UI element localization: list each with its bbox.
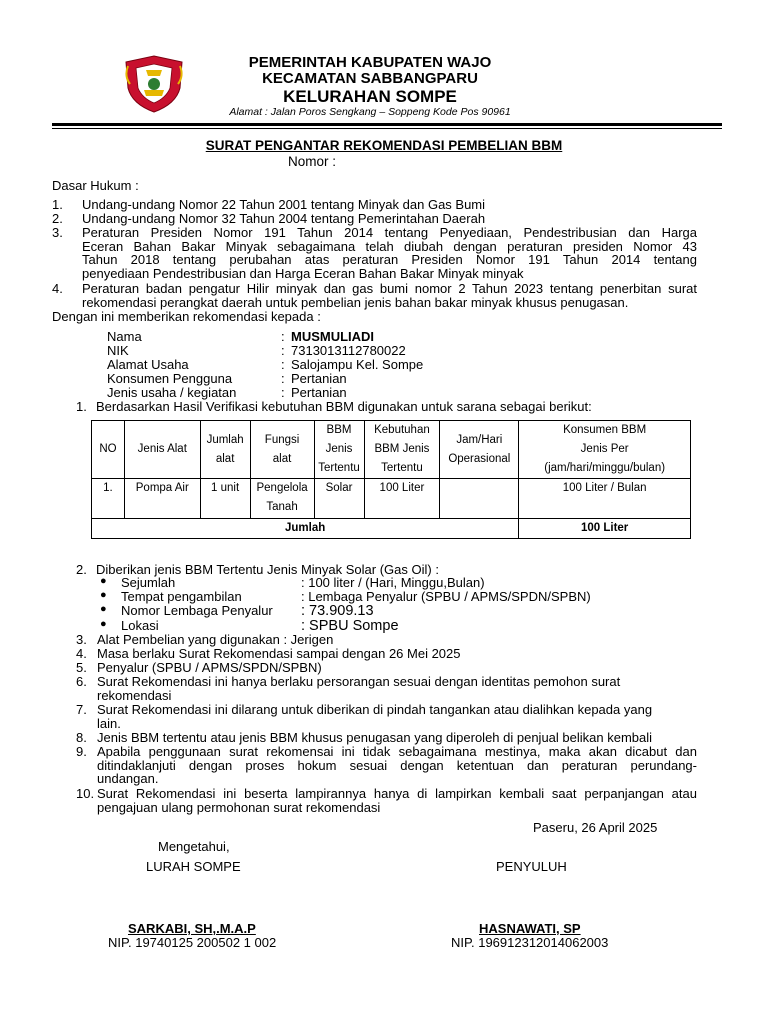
letterhead-divider-thick — [52, 123, 722, 126]
right-signatory-role: PENYULUH — [496, 859, 567, 874]
letterhead-village: KELURAHAN SOMPE — [283, 87, 457, 106]
identity-colon: : — [281, 343, 285, 358]
provision-line: Surat Rekomendasi ini dilarang untuk diberikan di pindah tangankan atau dialihkan kepada yang — [97, 702, 653, 717]
item-2-number: 2. — [76, 562, 87, 577]
identity-colon: : — [281, 329, 285, 344]
provision-line: rekomendasi — [97, 687, 172, 703]
cell-jenis-alat: Pompa Air — [124, 479, 200, 519]
cell-bbm: Solar — [314, 479, 364, 519]
bullet-value: : SPBU Sompe — [301, 618, 399, 634]
provision-line: Apabila penggunaan surat rekomensai ini tidak sebagaimana mestinya, maka akan dicabut dan — [97, 744, 697, 759]
kabupaten-wajo-emblem — [122, 54, 186, 114]
legal-basis-line: penyediaan Pendestribusian dan Harga Eceran Bahan Bakar Minyak minyak — [82, 265, 524, 281]
legal-basis-line: Undang-undang Nomor 22 Tahun 2001 tentang Minyak dan Gas Bumi — [82, 197, 486, 212]
identity-label: NIK — [107, 343, 129, 358]
intro-text: Dengan ini memberikan rekomendasi kepada : — [52, 309, 321, 324]
provision-number: 4. — [76, 646, 87, 661]
document-title: SURAT PENGANTAR REKOMENDASI PEMBELIAN BBM — [205, 138, 563, 153]
bullet-value: : Lembaga Penyalur (SPBU / APMS/SPDN/SPBN) — [301, 589, 591, 604]
bbm-requirement-table — [91, 420, 691, 539]
header-jenis-alat: Jenis Alat — [124, 421, 200, 479]
bullet-label: Lokasi — [121, 618, 159, 633]
bullet-label: Nomor Lembaga Penyalur — [121, 603, 273, 618]
legal-basis-line: Tahun 2018 tentang perubahan atas peraturan Presiden Nomor 191 Tahun 2014 tentang — [82, 252, 697, 267]
right-signatory-nip: NIP. 196912312014062003 — [451, 935, 609, 950]
cell-konsumen: 100 Liter / Bulan — [519, 479, 691, 519]
bullet-value: : 73.909.13 — [301, 603, 374, 619]
identity-label: Jenis usaha / kegiatan — [107, 385, 237, 400]
bullet-label: Tempat pengambilan — [121, 589, 242, 604]
bullet-icon: ● — [100, 618, 107, 630]
letterhead-district: KECAMATAN SABBANGPARU — [262, 70, 478, 87]
cell-fungsi: Pengelola Tanah — [250, 479, 314, 519]
legal-basis-line: rekomendasi perangkat daerah untuk pembelian jenis bahan bakar minyak khusus penugasan. — [82, 294, 629, 310]
cell-jumlah: 1 unit — [200, 479, 250, 519]
letterhead-divider-thin — [52, 128, 722, 129]
provision-line: Surat Rekomendasi ini beserta lampirannya hanya di lampirkan kembali saat perpanjangan atau — [97, 786, 697, 801]
provision-number: 5. — [76, 660, 87, 675]
header-jumlah-alat: Jumlah alat — [200, 421, 250, 479]
identity-value: 7313013112780022 — [291, 343, 406, 358]
legal-basis-number: 4. — [52, 281, 63, 296]
bullet-label: Sejumlah — [121, 575, 176, 590]
legal-basis-line: Undang-undang Nomor 32 Tahun 2004 tentang Pemerintahan Daerah — [82, 211, 486, 226]
provision-number: 10. — [76, 786, 95, 801]
header-kebutuhan: Kebutuhan BBM Jenis Tertentu — [364, 421, 440, 479]
identity-colon: : — [281, 357, 285, 372]
legal-basis-number: 2. — [52, 211, 63, 226]
identity-label: Konsumen Pengguna — [107, 371, 233, 386]
item-1-number: 1. — [76, 399, 87, 414]
identity-colon: : — [281, 385, 285, 400]
provision-number: 9. — [76, 744, 87, 759]
acknowledged-label: Mengetahui, — [158, 839, 230, 854]
place-date: Paseru, 26 April 2025 — [533, 820, 658, 835]
cell-jam-hari — [440, 479, 519, 519]
provision-line: Penyalur (SPBU / APMS/SPDN/SPBN) — [97, 660, 322, 675]
identity-label: Alamat Usaha — [107, 357, 189, 372]
provision-line: lain. — [97, 715, 121, 731]
provision-line: Masa berlaku Surat Rekomendasi sampai dengan 26 Mei 2025 — [97, 646, 461, 661]
provision-line: Alat Pembelian yang digunakan : Jerigen — [97, 632, 334, 647]
legal-basis-line: Peraturan badan pengatur Hilir minyak dan gas bumi nomor 2 Tahun 2023 tentang penerbitan surat — [82, 281, 697, 296]
bullet-icon: ● — [100, 603, 107, 615]
total-value: 100 Liter — [519, 519, 691, 539]
legal-basis-label: Dasar Hukum : — [52, 178, 139, 193]
bullet-value: : 100 liter / (Hari, Minggu,Bulan) — [301, 575, 485, 590]
identity-value: Pertanian — [291, 371, 347, 386]
table-total-row — [92, 519, 691, 539]
letterhead-address: Alamat : Jalan Poros Sengkang – Soppeng Kode Pos 90961 — [229, 106, 511, 118]
header-bbm-jenis: BBM Jenis Tertentu — [314, 421, 364, 479]
legal-basis-line: Eceran Bahan Bakar Minyak sebagaimana telah diubah dengan peraturan presiden Nomor 43 — [82, 238, 697, 254]
provision-number: 6. — [76, 674, 87, 689]
provision-number: 8. — [76, 730, 87, 745]
document-number: Nomor : — [288, 154, 337, 169]
header-konsumen: Konsumen BBM Jenis Per (jam/hari/minggu/bulan) — [519, 421, 691, 479]
total-label: Jumlah — [92, 519, 519, 539]
legal-basis-line: Peraturan Presiden Nomor 191 Tahun 2014 tentang Penyediaan, Pendestribusian dan Harga — [82, 225, 697, 240]
right-signatory-name: HASNAWATI, SP — [479, 921, 581, 936]
item-2-text: Diberikan jenis BBM Tertentu Jenis Minyak Solar (Gas Oil) : — [96, 562, 439, 577]
bullet-icon: ● — [100, 575, 107, 587]
header-no: NO — [92, 421, 125, 479]
identity-value: MUSMULIADI — [291, 329, 375, 344]
provision-line: pengajuan ulang permohonan surat rekomendasi — [97, 799, 381, 815]
legal-basis-number: 3. — [52, 225, 63, 240]
legal-basis-number: 1. — [52, 197, 63, 212]
header-fungsi-alat: Fungsi alat — [250, 421, 314, 479]
provision-number: 3. — [76, 632, 87, 647]
table-header-row — [92, 421, 691, 479]
provision-line: ditindaklanjuti dengan proses hokum sesuai dengan ketentuan dan peraturan perundang- — [97, 757, 697, 773]
header-jam-hari: Jam/Hari Operasional — [440, 421, 519, 479]
item-1-text: Berdasarkan Hasil Verifikasi kebutuhan BBM digunakan untuk sarana sebagai berikut: — [96, 399, 592, 414]
letterhead-government: PEMERINTAH KABUPATEN WAJO — [248, 54, 492, 71]
left-signatory-name: SARKABI, SH,.M.A.P — [128, 921, 256, 936]
provision-number: 7. — [76, 702, 87, 717]
cell-no: 1. — [92, 479, 125, 519]
left-signatory-role: LURAH SOMPE — [146, 859, 241, 874]
bullet-icon: ● — [100, 589, 107, 601]
identity-value: Pertanian — [291, 385, 347, 400]
provision-line: Surat Rekomendasi ini hanya berlaku persorangan sesuai dengan identitas pemohon surat — [97, 674, 621, 689]
identity-value: Salojampu Kel. Sompe — [291, 357, 424, 372]
identity-label: Nama — [107, 329, 142, 344]
provision-line: undangan. — [97, 771, 159, 786]
identity-colon: : — [281, 371, 285, 386]
table-row — [92, 479, 691, 519]
provision-line: Jenis BBM tertentu atau jenis BBM khusus penugasan yang diperoleh di penjual belikan kembali — [97, 730, 653, 745]
cell-kebutuhan: 100 Liter — [364, 479, 440, 519]
left-signatory-nip: NIP. 19740125 200502 1 002 — [108, 935, 277, 950]
